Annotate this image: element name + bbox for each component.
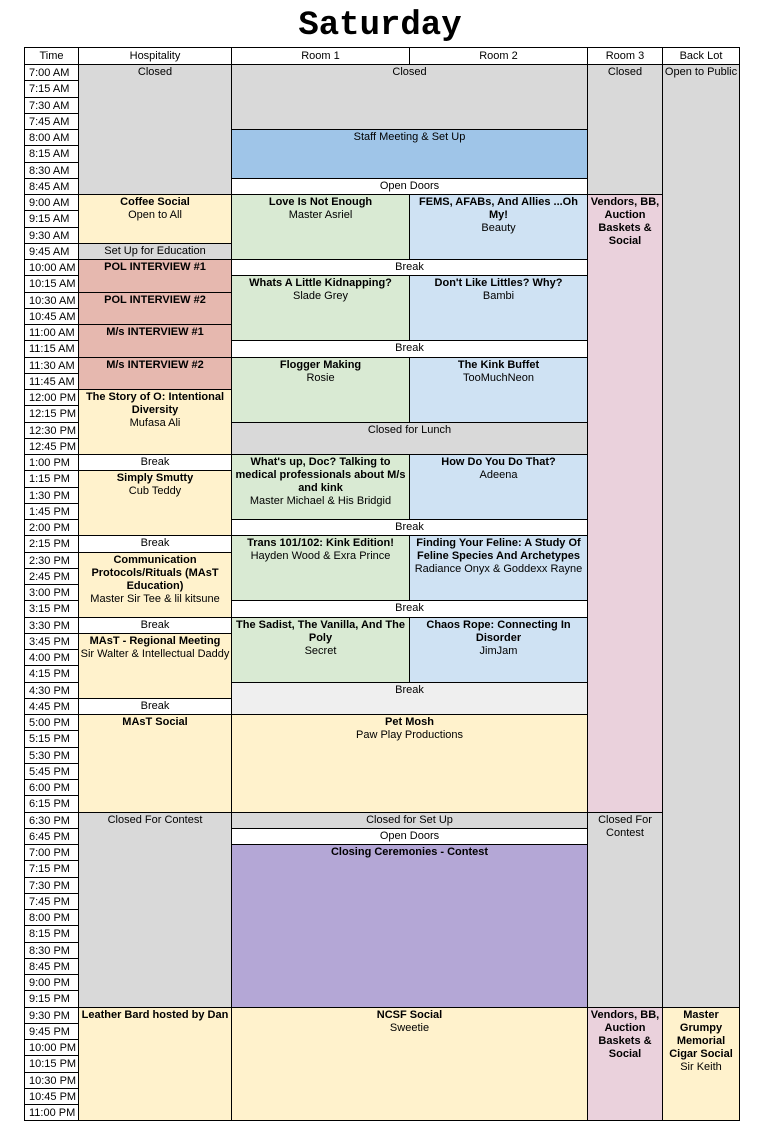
event-presenter: Sir Walter & Intellectual Daddy	[80, 648, 230, 660]
time-slot: 10:45 AM	[24, 308, 79, 325]
time-slot: 4:45 PM	[24, 698, 79, 715]
event-presenter: Master Asriel	[288, 209, 353, 221]
event-title: Break	[395, 342, 424, 354]
event-title: Whats A Little Kidnapping?	[249, 277, 392, 289]
time-slot: 10:15 PM	[24, 1055, 79, 1073]
event-title: Break	[140, 456, 170, 468]
time-slot: 10:00 AM	[24, 259, 79, 276]
event-title: Break	[140, 700, 170, 712]
event-title: POL INTERVIEW #1	[104, 261, 206, 273]
event-title: What's up, Doc? Talking to medical professionals about M/s and kink	[235, 456, 406, 494]
time-slot: 6:45 PM	[24, 828, 79, 845]
time-slot: 9:30 AM	[24, 227, 79, 244]
event-block	[409, 275, 588, 341]
event-block	[231, 714, 588, 813]
time-slot: 9:45 AM	[24, 243, 79, 260]
event-block	[78, 243, 232, 260]
event-block	[662, 1007, 740, 1121]
event-block	[231, 535, 410, 601]
event-block	[78, 617, 232, 634]
event-title: Vendors, BB, Auction Baskets & Social	[590, 196, 660, 247]
event-block	[231, 357, 410, 423]
time-slot: 5:00 PM	[24, 714, 79, 731]
time-slot: 11:30 AM	[24, 357, 79, 374]
event-presenter: Adeena	[479, 469, 518, 481]
event-title: Break	[395, 602, 424, 614]
event-title: Communication Protocols/Rituals (MAsT Education)	[91, 554, 219, 592]
event-block	[231, 600, 588, 618]
time-slot: 7:15 AM	[24, 80, 79, 98]
time-slot: 11:00 AM	[24, 324, 79, 341]
time-slot: 11:00 PM	[24, 1104, 79, 1121]
event-presenter: Cub Teddy	[128, 485, 182, 497]
time-slot: 9:15 PM	[24, 990, 79, 1008]
column-header-room3: Room 3	[587, 47, 663, 65]
time-slot: 7:45 PM	[24, 893, 79, 910]
event-title: Love Is Not Enough	[268, 196, 373, 208]
time-slot: 10:30 PM	[24, 1072, 79, 1089]
time-slot: 9:45 PM	[24, 1023, 79, 1040]
event-title: Open to Public	[664, 66, 738, 78]
time-slot: 8:45 PM	[24, 958, 79, 975]
event-title: MAsT - Regional Meeting	[89, 635, 221, 647]
event-block	[231, 812, 588, 829]
time-slot: 5:15 PM	[24, 730, 79, 748]
event-title: M/s INTERVIEW #1	[106, 326, 204, 338]
event-title: Don't Like Littles? Why?	[434, 277, 563, 289]
event-title: Closed	[392, 66, 427, 78]
event-block	[231, 422, 588, 455]
event-block	[231, 178, 588, 195]
column-header-backlot: Back Lot	[662, 47, 740, 65]
time-slot: 3:45 PM	[24, 633, 79, 650]
time-slot: 7:00 PM	[24, 844, 79, 861]
time-slot: 2:30 PM	[24, 552, 79, 569]
event-block	[78, 812, 232, 1008]
event-block	[231, 275, 410, 341]
event-block	[78, 535, 232, 553]
event-block	[587, 64, 663, 195]
event-title: Break	[140, 537, 170, 549]
event-title: M/s INTERVIEW #2	[106, 359, 204, 371]
time-slot: 8:30 AM	[24, 162, 79, 179]
time-slot: 3:30 PM	[24, 617, 79, 634]
event-title: Closed for Set Up	[366, 814, 453, 826]
event-presenter: JimJam	[479, 645, 518, 657]
page-title: Saturday	[298, 7, 462, 45]
event-title: Closing Ceremonies - Contest	[330, 846, 489, 858]
time-slot: 4:30 PM	[24, 682, 79, 699]
event-block	[78, 292, 232, 325]
event-title: Closed	[607, 66, 643, 78]
time-slot: 8:45 AM	[24, 178, 79, 195]
event-title: Finding Your Feline: A Study Of Feline Species And Archetypes	[416, 537, 581, 562]
time-slot: 12:15 PM	[24, 405, 79, 423]
time-slot: 1:15 PM	[24, 470, 79, 488]
time-slot: 12:45 PM	[24, 438, 79, 455]
time-slot: 3:00 PM	[24, 584, 79, 601]
column-header-hospitality: Hospitality	[78, 47, 232, 65]
event-title: Closed For Contest	[107, 814, 203, 826]
event-block	[78, 64, 232, 195]
event-title: Break	[395, 521, 424, 533]
time-slot: 12:30 PM	[24, 422, 79, 439]
event-block	[78, 470, 232, 536]
event-block	[231, 194, 410, 260]
event-title: Chaos Rope: Connecting In Disorder	[426, 619, 571, 644]
event-title: Leather Bard hosted by Dan	[81, 1009, 229, 1021]
event-block	[409, 535, 588, 601]
event-title: Flogger Making	[279, 359, 362, 371]
event-block	[78, 194, 232, 244]
event-presenter: Paw Play Productions	[356, 729, 463, 741]
event-presenter: Radiance Onyx & Goddexx Rayne	[414, 563, 583, 575]
event-block	[587, 194, 663, 813]
time-slot: 2:15 PM	[24, 535, 79, 553]
event-block	[409, 194, 588, 260]
event-presenter: Sweetie	[389, 1022, 430, 1034]
event-title: The Kink Buffet	[457, 359, 540, 371]
column-header-time: Time	[24, 47, 79, 65]
event-block	[78, 357, 232, 390]
event-title: Closed for Lunch	[367, 424, 452, 436]
time-slot: 5:45 PM	[24, 763, 79, 780]
time-slot: 1:00 PM	[24, 454, 79, 471]
event-block	[662, 64, 740, 1008]
event-presenter: Master Sir Tee & lil kitsune	[90, 593, 220, 605]
event-block	[231, 617, 410, 683]
event-block	[231, 129, 588, 179]
event-block	[409, 357, 588, 423]
event-title: Open Doors	[379, 180, 440, 192]
time-slot: 9:30 PM	[24, 1007, 79, 1024]
event-block	[587, 1007, 663, 1121]
time-slot: 12:00 PM	[24, 389, 79, 406]
event-block	[231, 64, 588, 130]
event-title: Staff Meeting & Set Up	[353, 131, 466, 143]
event-title: Master Grumpy Memorial Cigar Social	[669, 1009, 733, 1060]
time-slot: 1:45 PM	[24, 503, 79, 520]
event-title: Break	[395, 684, 424, 696]
event-block	[231, 454, 410, 520]
event-block	[78, 698, 232, 715]
time-slot: 10:15 AM	[24, 275, 79, 293]
time-slot: 11:15 AM	[24, 340, 79, 358]
time-slot: 7:30 PM	[24, 877, 79, 894]
event-presenter: Hayden Wood & Exra Prince	[250, 550, 391, 562]
event-block	[78, 633, 232, 699]
event-title: NCSF Social	[376, 1009, 443, 1021]
event-block	[78, 454, 232, 471]
event-title: Closed	[137, 66, 173, 78]
time-slot: 1:30 PM	[24, 487, 79, 504]
time-slot: 11:45 AM	[24, 373, 79, 390]
event-title: Closed For Contest	[598, 814, 652, 839]
event-presenter: Secret	[304, 645, 337, 657]
event-presenter: Open to All	[128, 209, 182, 221]
column-header-room2: Room 2	[409, 47, 588, 65]
time-slot: 7:00 AM	[24, 64, 79, 81]
time-slot: 4:15 PM	[24, 665, 79, 683]
time-slot: 3:15 PM	[24, 600, 79, 618]
time-slot: 8:00 AM	[24, 129, 79, 146]
column-header-room1: Room 1	[231, 47, 410, 65]
time-slot: 4:00 PM	[24, 649, 79, 666]
event-title: Open Doors	[379, 830, 440, 842]
time-slot: 5:30 PM	[24, 747, 79, 764]
time-slot: 7:30 AM	[24, 97, 79, 114]
event-title: The Story of O: Intentional Diversity	[85, 391, 225, 416]
event-title: Break	[395, 261, 424, 273]
event-presenter: Mufasa Ali	[129, 417, 181, 429]
time-slot: 7:45 AM	[24, 113, 79, 130]
event-title: Vendors, BB, Auction Baskets & Social	[590, 1009, 660, 1060]
time-slot: 8:00 PM	[24, 909, 79, 926]
event-presenter: Sir Keith	[680, 1061, 722, 1073]
event-block	[78, 389, 232, 455]
event-block	[78, 552, 232, 618]
event-title: Trans 101/102: Kink Edition!	[247, 537, 394, 549]
event-title: Break	[140, 619, 170, 631]
event-block	[78, 714, 232, 813]
event-block	[231, 844, 588, 1008]
event-block	[78, 1007, 232, 1121]
event-presenter: Master Michael & His Bridgid	[249, 495, 392, 507]
time-slot: 8:30 PM	[24, 942, 79, 959]
event-block	[231, 828, 588, 845]
event-title: MAsT Social	[122, 716, 188, 728]
event-block	[231, 340, 588, 358]
time-slot: 6:00 PM	[24, 779, 79, 796]
event-block	[78, 324, 232, 358]
time-slot: 7:15 PM	[24, 860, 79, 878]
time-slot: 6:15 PM	[24, 795, 79, 813]
event-block	[231, 1007, 588, 1121]
time-slot: 6:30 PM	[24, 812, 79, 829]
time-slot: 9:15 AM	[24, 210, 79, 228]
event-title: Set Up for Education	[104, 245, 206, 257]
event-title: Coffee Social	[120, 196, 190, 208]
event-block	[409, 617, 588, 683]
time-slot: 8:15 PM	[24, 925, 79, 943]
event-block	[231, 259, 588, 276]
event-title: How Do You Do That?	[441, 456, 556, 468]
event-title: FEMS, AFABs, And Allies ...Oh My!	[419, 196, 578, 221]
event-block	[409, 454, 588, 520]
event-title: The Sadist, The Vanilla, And The Poly	[236, 619, 405, 644]
event-title: Pet Mosh	[385, 716, 434, 728]
event-presenter: Bambi	[482, 290, 515, 302]
time-slot: 10:45 PM	[24, 1088, 79, 1105]
event-presenter: Beauty	[481, 222, 516, 234]
event-title: POL INTERVIEW #2	[104, 294, 206, 306]
time-slot: 9:00 PM	[24, 974, 79, 991]
event-title: Simply Smutty	[116, 472, 194, 484]
event-presenter: Slade Grey	[292, 290, 349, 302]
time-slot: 10:30 AM	[24, 292, 79, 309]
event-block	[587, 812, 663, 1008]
event-block	[231, 682, 588, 715]
time-slot: 8:15 AM	[24, 145, 79, 163]
time-slot: 10:00 PM	[24, 1039, 79, 1056]
event-block	[78, 259, 232, 293]
event-block	[231, 519, 588, 536]
event-presenter: TooMuchNeon	[463, 372, 534, 384]
time-slot: 9:00 AM	[24, 194, 79, 211]
event-presenter: Rosie	[306, 372, 335, 384]
time-slot: 2:45 PM	[24, 568, 79, 585]
schedule-grid	[24, 47, 740, 1122]
time-slot: 2:00 PM	[24, 519, 79, 536]
